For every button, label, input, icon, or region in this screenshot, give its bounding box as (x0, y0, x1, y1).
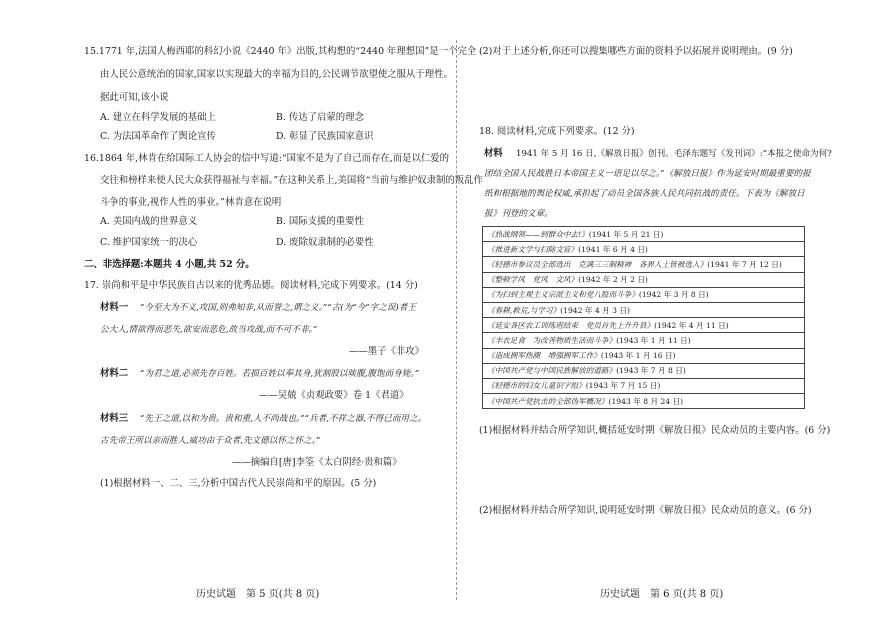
q16-option-b[interactable]: B. 国际支援的重要性 (276, 216, 364, 227)
q18-material-tag: 材料 (484, 148, 503, 159)
table-row (483, 348, 805, 363)
article-title: 《整顿学风 党风 文风》 (487, 275, 579, 285)
q17-requirement1: (1)根据材料一、二、三,分析中国古代人民崇尚和平的原因。(5 分) (100, 478, 377, 489)
article-title: 《轻德市的妇女儿童识字组》 (487, 381, 586, 391)
article-cell (483, 257, 805, 272)
article-date: (1941 年 7 月 12 日) (707, 259, 782, 269)
article-cell (483, 318, 805, 333)
q17-material3-line2: 古先帝王所以亲而胜人,威功由于众者,先文德以怀之怀之。” (100, 436, 321, 446)
q17-material2-tag: 材料二 (100, 368, 129, 379)
section2-heading: 二、非选择题:本题共 4 小题,共 52 分。 (84, 259, 255, 270)
table-row (483, 378, 805, 393)
q16-option-a[interactable]: A. 美国内战的世界意义 (100, 216, 198, 227)
q16-stem-line2: 交往和榜样来使人民大众获得福祉与幸福。”在这种关系上,美国将“当前与维护奴隶制的叛乱作 (100, 175, 483, 186)
article-date: (1943 年 7 月 15 日) (585, 381, 661, 391)
q17-material3-source: ——摘编自[唐]李筌《太白阴经·贵和篇》 (232, 457, 402, 468)
article-title: 《中国共产党与中国民族解放的道路》 (487, 366, 617, 376)
article-cell (483, 242, 805, 257)
table-row (483, 333, 805, 348)
q16-option-c[interactable]: C. 维护国家统一的决心 (100, 237, 198, 248)
article-cell (483, 348, 805, 363)
article-cell (483, 272, 805, 287)
q15-option-b[interactable]: B. 传达了启蒙的理念 (276, 112, 364, 123)
table-row (483, 272, 805, 287)
article-title: 《中国共产党抗击的全部伪军概况》 (487, 396, 609, 406)
q16-stem-line1: 16.1864 年,林肯在给国际工人协会的信中写道:“国家不是为了自己而存在,而是以仁爱的 (84, 153, 450, 164)
table-row (483, 394, 805, 409)
q16-option-d[interactable]: D. 废除奴隶制的必要性 (276, 237, 374, 248)
article-date: (1942 年 4 月 11 日) (654, 320, 729, 330)
q17-material1-source: ——墨子《非攻》 (349, 346, 425, 357)
q17-material3-line1: “先王之道,以和为贵。贵和重,人不尚战也。”“兵者,不祥之器,不得已而用之。 (140, 414, 427, 424)
article-date: (1941 年 6 月 4 日) (578, 244, 648, 254)
article-date: (1942 年 2 月 2 日) (578, 275, 648, 285)
q17-material1-line2: 公大人,情欲得而恶失,欲安而恶危,故当攻战,而不可不非。” (100, 325, 318, 335)
table-row (483, 287, 805, 302)
article-date: (1943 年 7 月 8 日) (616, 366, 686, 376)
q17-material2-line1: “为君之道,必须先存百姓。若损百姓以奉其身,犹割股以啖腹,腹饱而身毙。” (140, 369, 420, 379)
article-cell (483, 378, 805, 393)
article-title: 《轻德市参议员全部选出 克满三三制精神 各界人士皆被选入》 (487, 259, 708, 269)
article-date: (1942 年 4 月 3 日) (560, 305, 630, 315)
table-row (483, 363, 805, 378)
table-row (483, 257, 805, 272)
q18-requirement2: (2)根据材料并结合所学知识,说明延安时期《解放日报》民众动员的意义。(6 分) (479, 505, 812, 516)
article-cell (483, 302, 805, 317)
article-title: 《春耕,救荒,与学习》 (487, 305, 561, 315)
q18-material-line2: 团结全国人民战胜日本帝国主义一语足以尽之。”《解放日报》作为延安时期最重要的报 (484, 169, 811, 179)
q17-requirement2: (2)对于上述分析,你还可以搜集哪些方面的资料予以拓展并说明理由。(9 分) (479, 46, 793, 57)
q15-stem-line3: 据此可知,该小说 (100, 92, 169, 103)
page-fold-line (456, 40, 457, 600)
q17-material2-source: ——吴兢《贞观政要》卷 1《君道》 (259, 390, 409, 401)
article-cell (483, 227, 805, 242)
article-date: (1942 年 3 月 8 日) (638, 290, 709, 300)
articles-table (482, 226, 805, 409)
article-date: (1943 年 1 月 11 日) (616, 335, 691, 345)
q18-material-line1: 1941 年 5 月 16 日,《解放日报》创刊。毛泽东题写《发刊词》:“本报之使命为何? (516, 149, 832, 159)
article-title: 《丰衣足食 为改善物质生活而斗争》 (487, 335, 617, 345)
q15-stem-line1: 15.1771 年,法国人梅西耶的科幻小说《2440 年》出版,其构想的“2440 年理想国”是一个完全 (84, 46, 477, 57)
article-title: 《延安各区农工训练班结束 党员首先上升升县》 (487, 320, 655, 330)
table-row (483, 318, 805, 333)
table-row (483, 242, 805, 257)
q17-intro: 17. 崇尚和平是中华民族自古以来的优秀品德。阅读材料,完成下列要求。(14 分) (84, 280, 418, 291)
article-cell (483, 287, 805, 302)
q15-stem-line2: 由人民公意统治的国家,国家以实现最大的幸福为目的,公民调节欲望使之服从于理性。 (100, 69, 453, 80)
q15-option-c[interactable]: C. 为法国革命作了舆论宣传 (100, 131, 216, 142)
right-page-footer: 历史试题 第 6 页(共 8 页) (600, 589, 724, 600)
q17-material3-tag: 材料三 (100, 413, 129, 424)
q18-material-line3: 纸和根据地的舆论权威,承担起了动员全国各族人民共同抗战的责任。下表为《解放日 (484, 189, 805, 199)
article-cell (483, 333, 805, 348)
article-date: (1941 年 5 月 21 日) (588, 229, 664, 239)
article-date: (1943 年 1 月 16 日) (600, 351, 676, 361)
article-title: 《为扫到主观主义宗派主义和党八股而斗争》 (487, 290, 639, 300)
q18-requirement1: (1)根据材料并结合所学知识,概括延安时期《解放日报》民众动员的主要内容。(6 分) (479, 425, 831, 436)
article-title: 《热战纲领——到群众中去!》 (487, 229, 589, 239)
q16-stem-line3: 斗争的事业,视作人性的事业。”林肯意在说明 (100, 197, 282, 208)
q15-option-d[interactable]: D. 彰显了民族国家意识 (276, 131, 374, 142)
left-page-footer: 历史试题 第 5 页(共 8 页) (196, 589, 320, 600)
article-cell (483, 394, 805, 409)
article-title: 《推进新文学与扫除文盲》 (487, 244, 579, 254)
article-date: (1943 年 8 月 24 日) (608, 396, 684, 406)
table-row (483, 227, 805, 242)
q17-material1-line1: “今至大为不义,攻国,则弗知非,从而誉之,谓之义。”“古(为“今”字之误)者王 (140, 303, 416, 313)
q17-material1-tag: 材料一 (100, 302, 129, 313)
table-row (483, 302, 805, 317)
q15-option-a[interactable]: A. 建立在科学发展的基础上 (100, 112, 216, 123)
q18-material-line4: 报》刊登的文章。 (484, 209, 553, 219)
q18-intro: 18. 阅读材料,完成下列要求。(12 分) (479, 126, 635, 137)
article-title: 《造成拥军热潮 增强拥军工作》 (487, 351, 601, 361)
article-cell (483, 363, 805, 378)
